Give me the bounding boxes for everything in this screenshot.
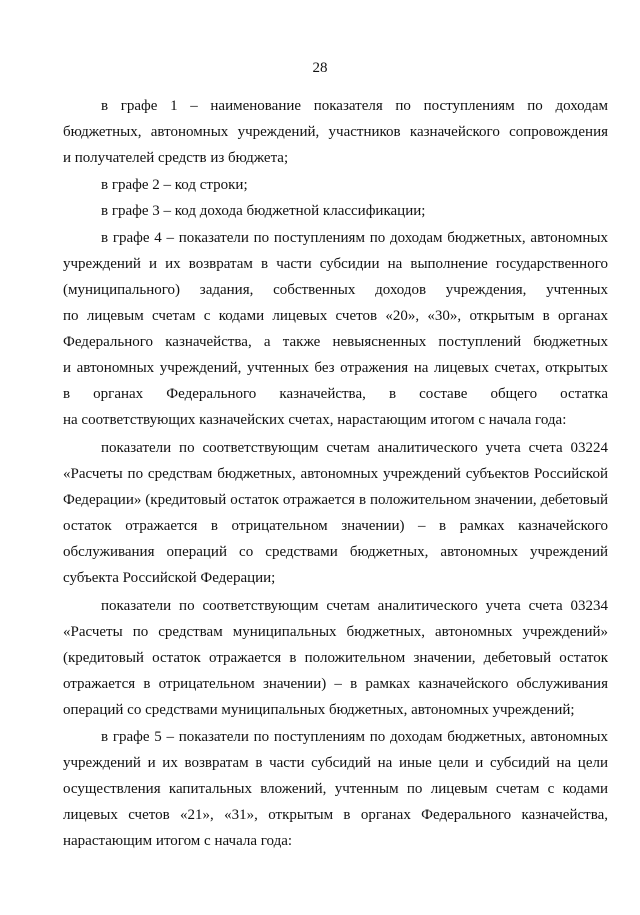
paragraph-line: в графе 1 – наименование показателя по поступлениям по доходам [101, 98, 608, 114]
paragraph-line: на соответствующих казначейских счетах, нарастающим итогом с начала года: [63, 412, 567, 428]
paragraph-line: осуществления капитальных вложений, учтенным по лицевым счетам с кодами [63, 781, 608, 797]
paragraph-line: нарастающим итогом с начала года: [63, 833, 293, 849]
paragraph-line: показатели по соответствующим счетам аналитического учета счета 03234 [101, 598, 608, 614]
paragraph-line: операций со средствами муниципальных бюджетных, автономных учреждений; [63, 702, 575, 718]
paragraph-line: учреждений и их возвратам в части субсидии на выполнение государственного [63, 256, 608, 272]
paragraph-line: (кредитовый остаток отражается в положительном значении, дебетовый остаток [63, 650, 608, 666]
paragraph-line: в графе 3 – код дохода бюджетной классификации; [101, 203, 426, 219]
paragraph-line: обслуживания операций со средствами бюджетных, автономных учреждений [63, 544, 608, 560]
paragraph-line: и автономных учреждений, учтенных без отражения на лицевых счетах, открытых [63, 360, 608, 376]
paragraph-line: остаток отражается в отрицательном значении) – в рамках казначейского [63, 518, 608, 534]
paragraph-line: бюджетных, автономных учреждений, участников казначейского сопровождения [63, 124, 608, 140]
paragraph-line: лицевых счетов «21», «31», открытым в органах Федерального казначейства, [63, 807, 608, 823]
paragraph-line: «Расчеты по средствам муниципальных бюджетных, автономных учреждений» [63, 624, 608, 640]
paragraph-line: в органах Федерального казначейства, в составе общего остатка [63, 386, 608, 402]
paragraph-line: в графе 2 – код строки; [101, 177, 248, 193]
paragraph-line: в графе 4 – показатели по поступлениям по доходам бюджетных, автономных [101, 230, 608, 246]
paragraph-line: (муниципального) задания, собственных доходов учреждения, учтенных [63, 282, 608, 298]
paragraph-line: и получателей средств из бюджета; [63, 150, 289, 166]
paragraph-line: показатели по соответствующим счетам аналитического учета счета 03224 [101, 440, 608, 456]
paragraph-line: «Расчеты по средствам бюджетных, автономных учреждений субъектов Российской [63, 466, 608, 482]
paragraph-line: отражается в отрицательном значении) – в рамках казначейского обслуживания [63, 676, 608, 692]
paragraph-line: учреждений и их возвратам в части субсидий на иные цели и субсидий на цели [63, 755, 608, 771]
paragraph-line: Федерации» (кредитовый остаток отражается в положительном значении, дебетовый [63, 492, 608, 508]
paragraph-line: Федерального казначейства, а также невыясненных поступлений бюджетных [63, 334, 608, 350]
paragraph-line: субъекта Российской Федерации; [63, 570, 276, 586]
page-number: 28 [312, 60, 328, 76]
paragraph-line: в графе 5 – показатели по поступлениям по доходам бюджетных, автономных [101, 729, 608, 745]
paragraph-line: по лицевым счетам с кодами лицевых счетов «20», «30», открытым в органах [63, 308, 608, 324]
